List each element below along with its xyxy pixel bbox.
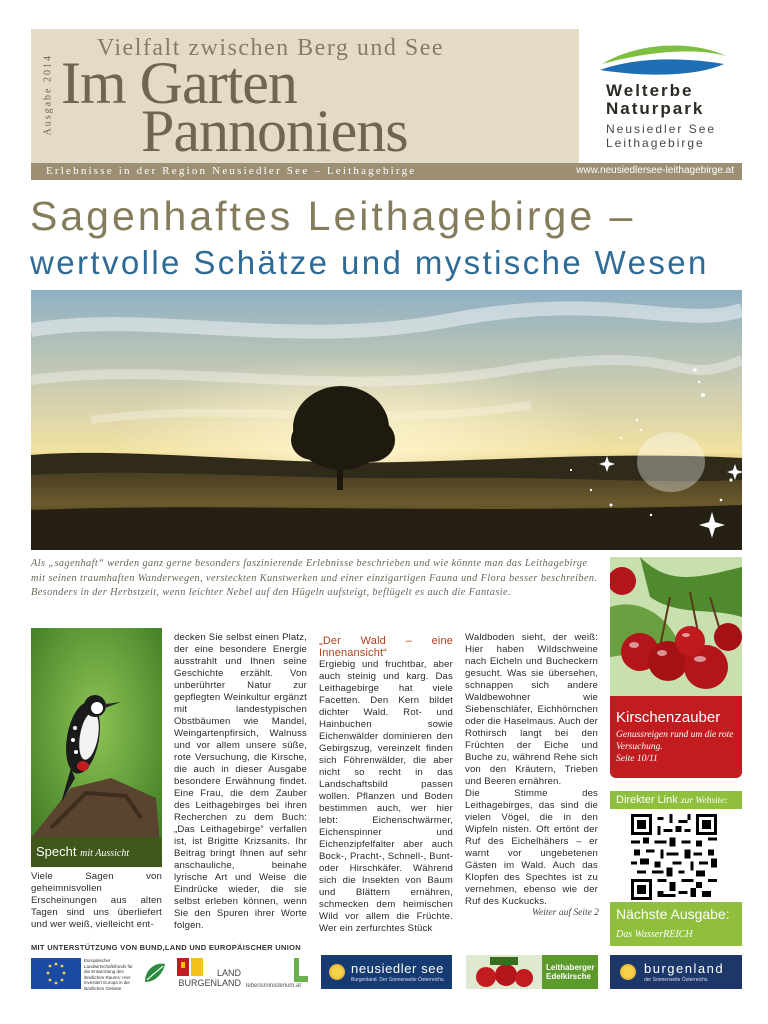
tree-at-sunset-illustration	[31, 290, 742, 550]
cherry-teaser-title: Kirschenzauber	[616, 709, 721, 726]
body-col3-text: Ergiebig und fruchtbar, aber auch steinig und karg. Das Leithagebirge hat viele Facetten. Den Kern bildet dichter Wald. Rot- und Hainbuchen sowie Eichenwälder dominieren den Gebirgszug, vereinzelt finden sich Föhrenwälder, die aber nicht so recht in das Landschaftsbild passen wollen. Pflanzen und Boden bestimmen auch, wer hier lebt: Eichenschwärmer, Eichenspinner und Eichenzipfelfalter aber auch Bock-, Pracht-, Schnell-, Bunt- oder Hirschkäfer. Während sich die Insekten von Baum und Blättern ernähren, schmecken dem heimischen Wild vor allem die Früchte. Wer ein zerfurchtes Stück	[319, 659, 453, 934]
next-issue-title: Nächste Ausgabe:	[616, 906, 730, 922]
body-col1-text: Viele Sagen von geheimnisvollen Erscheinungen aus alten Tagen sind uns überliefert und wer weiß, vielleicht ent-	[31, 871, 162, 930]
hero-landscape-image	[31, 290, 742, 550]
qr-code-icon[interactable]	[631, 814, 717, 900]
burgenland-tourism-logo[interactable]	[610, 955, 742, 989]
cherry-photo	[610, 557, 742, 696]
body-column-1	[31, 871, 162, 931]
eu-flag-logo[interactable]	[31, 958, 81, 989]
body-column-2	[174, 632, 307, 932]
main-headline: Sagenhaftes Leithagebirge –	[30, 193, 636, 239]
cherry-teaser-box[interactable]	[610, 696, 742, 778]
leader-logo[interactable]	[139, 958, 171, 989]
cherry-teaser-description	[616, 729, 738, 765]
next-issue-subtitle: Das WasserREICH	[616, 929, 693, 940]
logo-line3: Neusiedler See	[606, 122, 717, 136]
masthead-title-line2: Pannoniens	[141, 98, 408, 163]
sun-icon	[620, 964, 636, 980]
kirsch-logo-line1: Leithaberger	[546, 963, 595, 972]
neusiedler-see-logo[interactable]	[321, 955, 452, 989]
welterbe-naturpark-logo[interactable]	[598, 38, 744, 156]
sun-icon	[329, 964, 345, 980]
logo-line4: Leithagebirge	[606, 136, 705, 150]
sub-headline: wertvolle Schätze und mystische Wesen	[30, 244, 709, 281]
next-issue-box	[610, 902, 742, 946]
kirsch-logo-line2: Edelkirsche	[546, 972, 591, 981]
cherry-desc-text: Genussreigen rund um die rote Versuchung.	[616, 730, 734, 752]
leithaberger-edelkirsche-logo[interactable]	[466, 955, 598, 989]
masthead-kicker: Vielfalt zwischen Berg und See	[97, 35, 445, 61]
edition-label: Ausgabe 2014	[42, 54, 54, 136]
burgenland-title: burgenland	[644, 961, 725, 976]
leader-leaf-icon	[139, 958, 171, 989]
support-notice: MIT UNTERSTÜTZUNG VON BUND,LAND UND EUROPÄISCHER UNION	[31, 943, 301, 952]
woodpecker-photo	[31, 628, 162, 867]
direct-link-bar	[610, 791, 742, 809]
intro-paragraph: Als „sagenhaft“ werden ganz gerne besonders faszinierende Erlebnisse beschrieben und wie könnte man das Leithagebirge mit seinen traumhaften Wanderwegen, versteckten Kunstwerken und einer einzigartigen Fauna und Flora besser beschreiben. Besonders in der Herbstzeit, wenn leichter Nebel auf den Hügeln aufsteigt, beflügelt es auch die Fantasie.	[31, 558, 598, 598]
neusiedler-see-subtitle: Burgenland. Der Sonnenseite Österreichs.	[351, 977, 445, 983]
woodpecker-icon	[31, 628, 162, 867]
caption-extra: mit Aussicht	[80, 848, 130, 859]
body-column-4	[465, 632, 598, 908]
cherries-icon	[610, 557, 742, 696]
welterbe-swoosh-icon	[598, 38, 744, 82]
eu-fund-text: Europäischer Landwirtschaftsfonds für die Entwicklung des ländlichen Raums: Hier investiert Europa in die ländlichen Gebiete	[84, 958, 133, 991]
burgenland-label: BURGENLAND	[178, 978, 241, 988]
region-tagline: Erlebnisse in der Region Neusiedler See – Leithagebirge	[46, 165, 417, 177]
website-link[interactable]: www.neusiedlersee-leithagebirge.at	[576, 165, 734, 176]
logo-line2: Naturpark	[606, 99, 705, 118]
section-heading-wald: „Der Wald – eine Innenansicht“	[319, 635, 453, 659]
lebensministerium-icon	[290, 958, 310, 982]
direct-link-label: Direkter Link	[616, 794, 678, 806]
body-col4-text2: Die Stimme des Leithagebirges, das sind die vielen Vögel, die in den Wipfeln nisten. Oft ertönt der Ruf des Eichelhähers – er warnt vor ungebetenen Gästen im Wald. Auch das Klopfen des Spechtes ist zu vernehmen, ebenso wie der Ruf des Kuckucks.	[465, 788, 598, 907]
lebensministerium-label[interactable]: lebensministerium.at	[246, 983, 302, 989]
body-column-3	[319, 635, 453, 935]
caption-main: Specht	[36, 844, 77, 859]
masthead-strip	[31, 163, 742, 180]
neusiedler-see-title: neusiedler see	[351, 961, 444, 976]
body-col4-text1: Waldboden sieht, der weiß: Hier haben Wildschweine nach Eicheln und Bucheckern gesucht. Was sie übersehen, schnappen sich andere Waldbewohner wie Siebenschläfer, Eichhörnchen oder die Haselmaus. Auch der Rothirsch langt bei den Früchten der Eiche und Buche zu, während Rehe sich von den Kräutern, Trieben und Beeren ernähren.	[465, 632, 598, 787]
cherry-page-ref: Seite 10/11	[616, 754, 658, 764]
burgenland-land-logo[interactable]	[177, 968, 241, 988]
masthead-title-line1: Im Garten	[61, 50, 297, 116]
direct-link-extra: zur Website:	[680, 796, 728, 806]
body-col2-text: decken Sie selbst einen Platz, der eine besondere Energie ausstrahlt und Ihnen seine Geschichte erzählt. Von unberührter Natur zur gepflegten Weinkultur ergänzt mit landestypischen Obstbäumen wie Mandel, Weingartenpfirsich, Walnuss und vor allem unsere süße, rote Versuchung, die Kirsche, die auch in dieser Ausgabe besondere Erwähnung findet. Eine Frau, die dem Zauber des Leithagebirges bei ihren Recherchen zu dem Buch: „Das Leithagebirge“ verfallen ist, ist Brigitte Krizsanits. Ihr Beitrag bringt Ihnen auf sehr anschauliche, beinahe lyrische Art und Weise die Eindrücke wieder, die sie selbst erleben können, wenn Sie den Spuren ihrer Worte folgen.	[174, 632, 307, 931]
logo-line1: Welterbe	[606, 81, 694, 100]
woodpecker-caption	[31, 837, 162, 867]
cherry-logo-icon	[466, 955, 542, 989]
burgenland-subtitle: der Sonnenseite Österreichs.	[644, 977, 709, 983]
continued-on-page-link[interactable]: Weiter auf Seite 2	[532, 908, 599, 918]
masthead	[31, 29, 579, 163]
eu-stars-icon	[31, 958, 81, 989]
land-label: LAND	[216, 968, 241, 978]
